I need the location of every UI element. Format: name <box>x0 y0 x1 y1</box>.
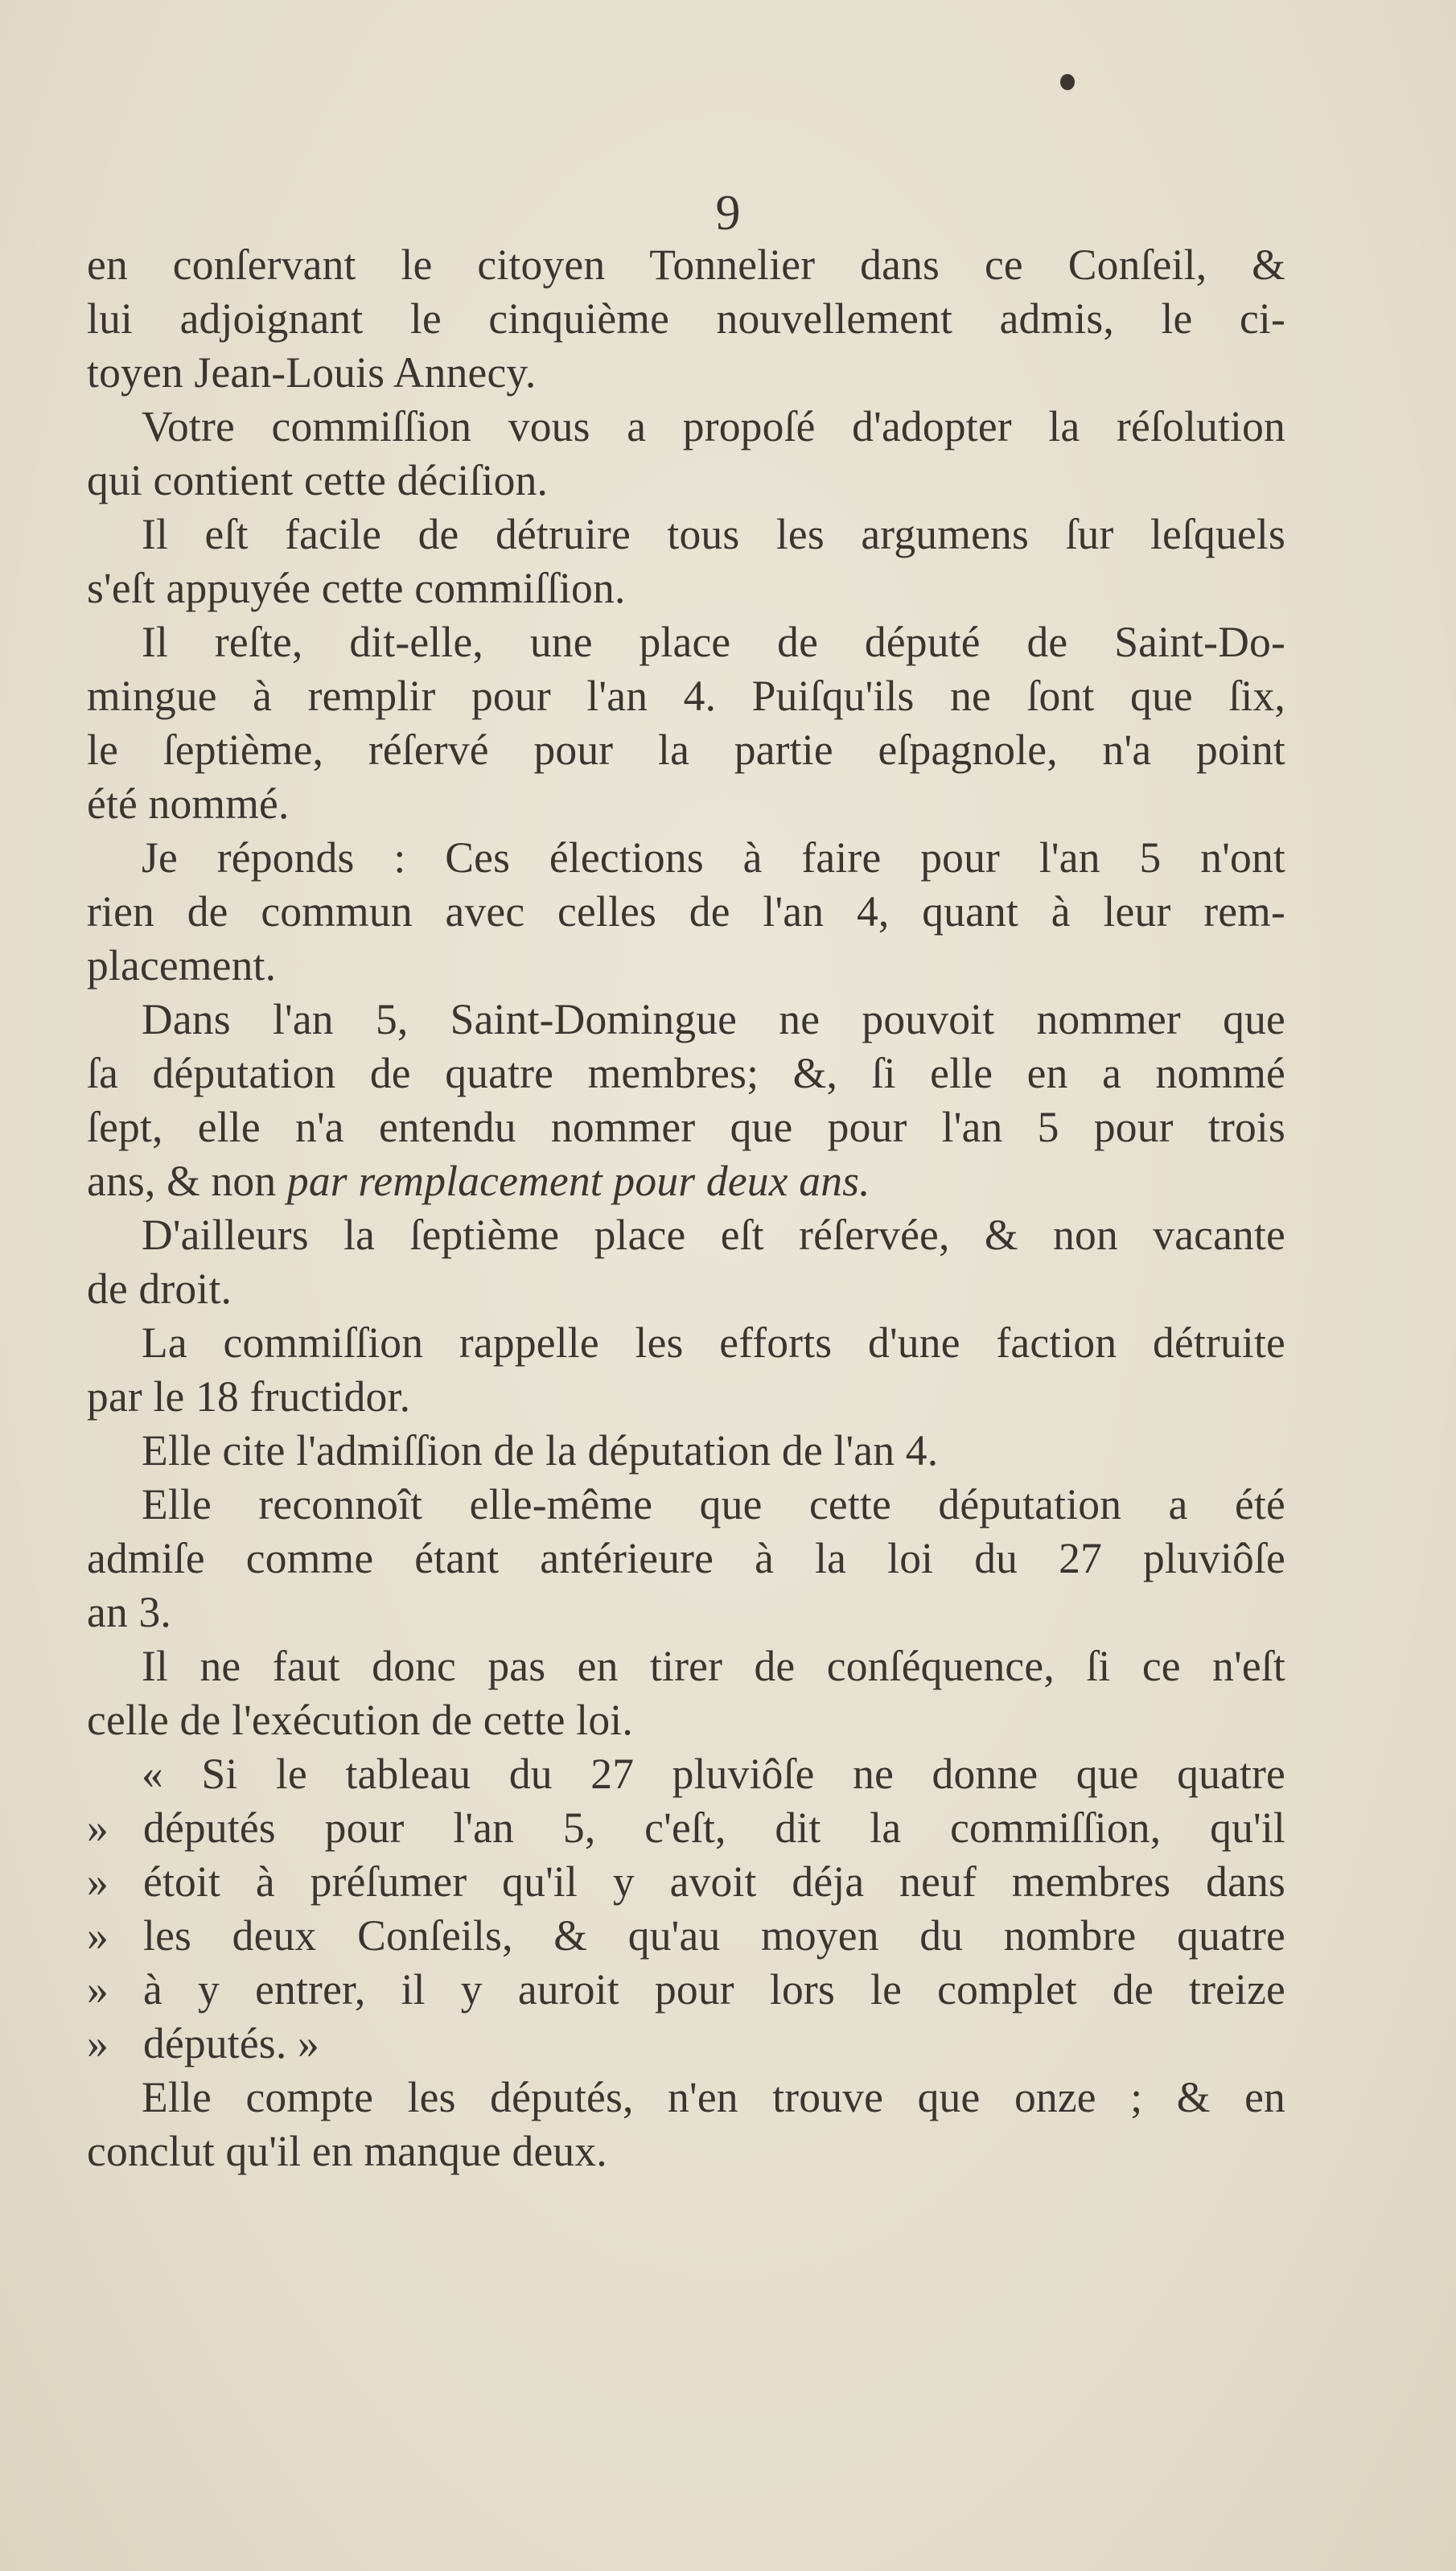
text-line <box>87 1478 1285 1532</box>
line-text: par le 18 fructidor. <box>87 1372 411 1421</box>
line-text: Dans l'an 5, Saint-Domingue ne pouvoit nommer que <box>142 995 1285 1043</box>
text-line <box>87 1909 1285 1963</box>
body-text <box>87 238 1285 2178</box>
text-line <box>87 2071 1285 2125</box>
text-line <box>87 669 1285 723</box>
ink-spot <box>1060 74 1075 90</box>
text-line <box>87 2017 1285 2071</box>
line-text: placement. <box>87 941 277 989</box>
quote-mark: » <box>87 1857 109 1906</box>
text-line <box>87 1154 1285 1208</box>
text-line <box>87 1370 1285 1424</box>
text-line <box>87 1047 1285 1100</box>
line-text: Je réponds : Ces élections à faire pour l'an 5 n'ont <box>142 833 1285 882</box>
text-line <box>87 346 1285 400</box>
line-text: de droit. <box>87 1265 232 1313</box>
line-text: mingue à remplir pour l'an 4. Puiſqu'ils ne ſont que ſix, <box>87 672 1285 720</box>
line-text: La commiſſion rappelle les efforts d'une faction détruite <box>142 1318 1285 1367</box>
italic-text: par remplacement pour deux ans. <box>286 1157 870 1205</box>
text-line <box>87 1532 1285 1586</box>
line-text: députés pour l'an 5, c'eſt, dit la commiſſion, qu'il <box>143 1804 1285 1852</box>
line-text: les deux Conſeils, & qu'au moyen du nombre quatre <box>143 1911 1285 1960</box>
line-text: celle de l'exécution de cette loi. <box>87 1696 633 1744</box>
text-line <box>87 454 1285 508</box>
text-line <box>87 939 1285 993</box>
quote-mark: » <box>87 1804 109 1852</box>
text-line <box>87 238 1285 292</box>
line-text: Votre commiſſion vous a propoſé d'adopter la réſolution <box>142 402 1285 450</box>
text-line <box>87 1693 1285 1747</box>
quote-mark: » <box>87 2019 109 2067</box>
line-text: Il reſte, dit-elle, une place de député de Saint-Do- <box>142 618 1285 666</box>
line-text: députés. » <box>143 2019 319 2067</box>
text-line <box>87 777 1285 831</box>
line-text: « Si le tableau du 27 pluviôſe ne donne que quatre <box>142 1750 1285 1798</box>
line-text: à y entrer, il y auroit pour lors le complet de treize <box>143 1965 1285 2014</box>
line-text: admiſe comme étant antérieure à la loi du 27 pluviôſe <box>87 1534 1285 1582</box>
text-line <box>87 1963 1285 2017</box>
text-line <box>87 1801 1285 1855</box>
text-line <box>87 400 1285 454</box>
text-line <box>87 1855 1285 1909</box>
line-text: en conſervant le citoyen Tonnelier dans ce Conſeil, & <box>87 241 1285 289</box>
text-line <box>87 1586 1285 1639</box>
text-line <box>87 2125 1285 2178</box>
line-text: étoit à préſumer qu'il y avoit déja neuf membres dans <box>143 1857 1285 1906</box>
text-line <box>87 292 1285 346</box>
text-line <box>87 1100 1285 1154</box>
text-line <box>87 831 1285 885</box>
text-line <box>87 562 1285 615</box>
text-line <box>87 885 1285 939</box>
line-text: Elle compte les députés, n'en trouve que onze ; & en <box>142 2073 1285 2121</box>
text-line <box>87 723 1285 777</box>
text-line <box>87 1639 1285 1693</box>
text-line <box>87 1316 1285 1370</box>
text-line <box>87 1208 1285 1262</box>
line-text: le ſeptième, réſervé pour la partie eſpagnole, n'a point <box>87 726 1285 774</box>
line-text: s'eſt appuyée cette commiſſion. <box>87 564 626 612</box>
text-line <box>87 1262 1285 1316</box>
line-text: conclut qu'il en manque deux. <box>87 2127 607 2175</box>
line-text: lui adjoignant le cinquième nouvellement admis, le ci- <box>87 294 1285 343</box>
line-text: ans, & non <box>87 1157 287 1205</box>
line-text: qui contient cette déciſion. <box>87 456 549 504</box>
text-line <box>87 508 1285 562</box>
line-text: an 3. <box>87 1588 171 1636</box>
text-line <box>87 615 1285 669</box>
line-text: D'ailleurs la ſeptième place eſt réſervée, & non vacante <box>142 1211 1285 1259</box>
page-number: 9 <box>715 186 741 241</box>
line-text: toyen Jean-Louis Annecy. <box>87 348 537 397</box>
line-text: ſept, elle n'a entendu nommer que pour l'an 5 pour trois <box>87 1103 1285 1151</box>
line-text: Elle cite l'admiſſion de la députation de l'an 4. <box>142 1426 939 1475</box>
line-text: Il eſt facile de détruire tous les argumens ſur leſquels <box>142 510 1285 558</box>
line-text: rien de commun avec celles de l'an 4, quant à leur rem- <box>87 887 1285 936</box>
line-text: ſa députation de quatre membres; &, ſi elle en a nommé <box>87 1049 1285 1097</box>
quote-mark: » <box>87 1965 109 2014</box>
text-line <box>87 1747 1285 1801</box>
line-text: été nommé. <box>87 780 290 828</box>
line-text: Il ne faut donc pas en tirer de conſéquence, ſi ce n'eſt <box>142 1642 1285 1690</box>
line-text: Elle reconnoît elle-même que cette députation a été <box>142 1480 1285 1528</box>
text-line <box>87 1424 1285 1478</box>
text-line <box>87 993 1285 1047</box>
quote-mark: » <box>87 1911 109 1960</box>
